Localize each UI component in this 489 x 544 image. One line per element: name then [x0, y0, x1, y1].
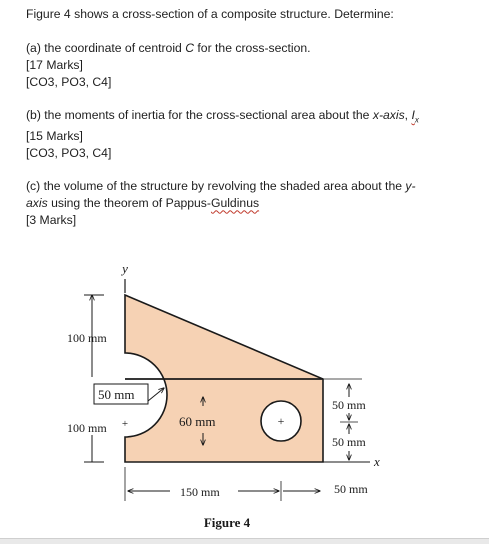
right-middle-dim-label: 50 mm — [332, 435, 366, 449]
part-a-question: (a) the coordinate of centroid C for the cross-section. — [26, 41, 311, 55]
radius-arrow — [148, 388, 164, 401]
x-axis-term: x-axis — [372, 108, 405, 122]
x-axis-label: x — [374, 454, 380, 469]
right-bottom-dim-label: 50 mm — [334, 482, 368, 496]
hole-center-mark: + — [277, 414, 285, 428]
part-c-marks: [3 Marks] — [26, 213, 77, 228]
part-b-marks: [15 Marks] — [26, 129, 83, 144]
base-width-label: 150 mm — [180, 485, 220, 499]
centroid-symbol: C — [185, 41, 195, 55]
radius-label: 50 mm — [98, 387, 135, 402]
cross-section-diagram — [62, 255, 392, 537]
left-lower-dim-label: 100 mm — [67, 421, 107, 435]
inertia-symbol: $I_x$ — [411, 108, 419, 125]
part-c-question-line2: axis using the theorem of Pappus-Guldinus — [26, 196, 260, 211]
part-a-marks: [17 Marks] — [26, 58, 83, 72]
question-document — [26, 6, 481, 229]
right-top-dim-label: 50 mm — [332, 398, 366, 412]
part-b-question: (b) the moments of inertia for the cross-sectional area about the x-axis, $I_x$ — [26, 108, 419, 125]
left-upper-dim-label: 100 mm — [67, 331, 107, 345]
part-b-codes: [CO3, PO3, C4] — [26, 146, 112, 161]
figure-caption: Figure 4 — [203, 515, 251, 530]
hole-offset-label: 60 mm — [179, 414, 216, 429]
arc-center-mark: + — [121, 418, 129, 430]
question-intro: Figure 4 shows a cross-section of a composite structure. Determine: — [26, 7, 394, 21]
figure-4 — [62, 255, 392, 537]
y-axis-label: y — [122, 261, 128, 276]
window-bottom-edge — [0, 538, 489, 544]
part-c-question-line1: (c) the volume of the structure by revolving the shaded area about the y- — [26, 179, 416, 194]
pappus-guldinus-term: Guldinus — [210, 196, 260, 211]
part-a-codes: [CO3, PO3, C4] — [26, 75, 112, 89]
